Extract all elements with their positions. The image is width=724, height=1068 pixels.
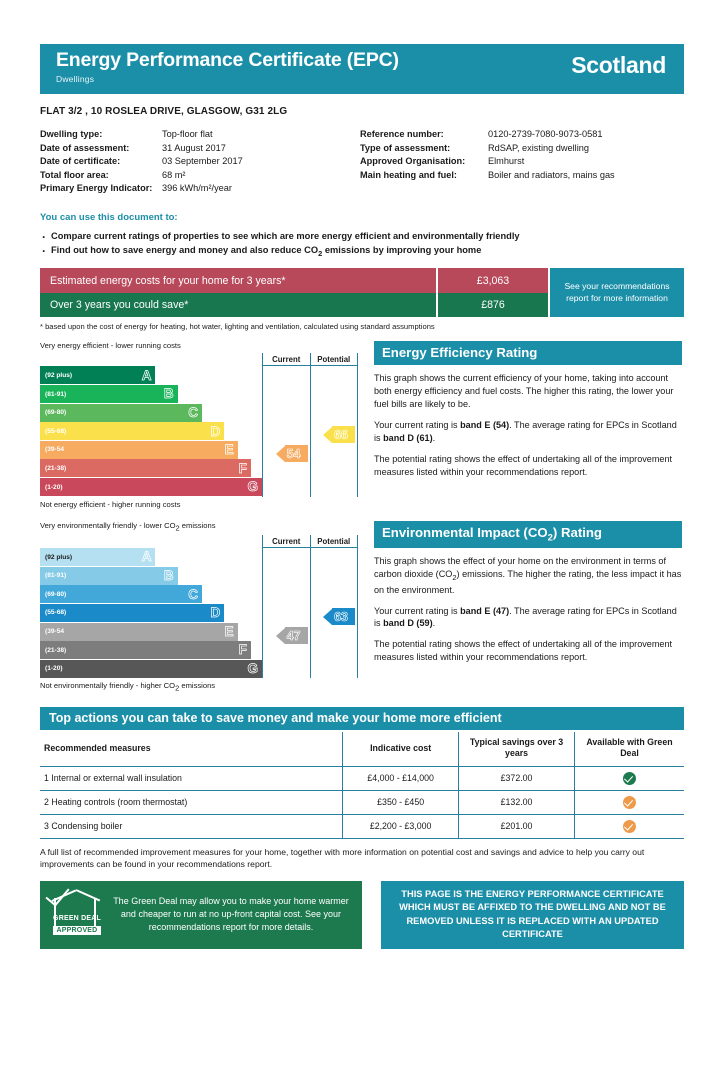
measure-green-deal — [575, 790, 685, 814]
current-band-text: band E (47) — [460, 605, 510, 616]
energy-band-f — [40, 459, 251, 477]
potential-column-body — [311, 548, 358, 674]
co2-band-d — [40, 604, 224, 622]
band-row-a — [40, 366, 262, 384]
energy-potential-value: 66 — [332, 426, 355, 443]
table-header-row — [40, 732, 684, 766]
band-letter: C — [188, 404, 199, 420]
band-row-g — [40, 478, 262, 496]
energy-panel-p1: This graph shows the current efficiency of your home, taking into account both energy efficiency and fuel costs. The higher this rating, the lower your fuel bills are likely to be. — [374, 373, 674, 410]
energy-band-d — [40, 422, 224, 440]
band-letter: E — [224, 442, 234, 458]
co2-subscript: 2 — [175, 523, 180, 533]
band-range: (81-91) — [45, 572, 67, 580]
band-letter: F — [238, 460, 247, 476]
band-letter: D — [210, 605, 221, 621]
band-row-f — [40, 641, 262, 659]
band-row-c — [40, 585, 262, 603]
detail-label: Dwelling type: — [40, 129, 103, 139]
table-row — [40, 814, 684, 838]
co2-impact-panel — [374, 521, 682, 693]
co2-band-f — [40, 641, 251, 659]
band-letter: A — [141, 549, 152, 565]
co2-band-e — [40, 623, 238, 641]
details-left-column — [40, 128, 360, 196]
savings-row — [40, 293, 548, 318]
text-c: . The average rating for EPCs in Scotland is — [374, 420, 677, 444]
energy-efficiency-block — [40, 341, 684, 508]
detail-value: 03 September 2017 — [162, 156, 243, 167]
caption-text-a: Very environmentally friendly - lower CO — [40, 520, 176, 530]
recommendations-note: See your recommendations report for more information — [548, 268, 684, 317]
average-band-text: band D (61) — [383, 433, 433, 444]
property-address: FLAT 3/2 , 10 ROSLEA DRIVE, GLASGOW, G31 2LG — [40, 106, 288, 117]
energy-panel-title: Energy Efficiency Rating — [374, 341, 682, 365]
detail-value: Boiler and radiators, mains gas — [488, 169, 615, 180]
co2-potential-column — [310, 535, 358, 678]
measure-savings: £372.00 — [459, 766, 575, 790]
marker-arrow-icon — [276, 446, 285, 462]
header-subtitle: Dwellings — [56, 74, 95, 85]
title-text-a: Environmental Impact (CO — [382, 524, 548, 540]
band-row-d — [40, 604, 262, 622]
energy-panel-p2 — [374, 419, 682, 445]
measure-name: 3 Condensing boiler — [40, 814, 343, 838]
epc-notice-box: THIS PAGE IS THE ENERGY PERFORMANCE CERTIFICATE WHICH MUST BE AFFIXED TO THE DWELLING AND NOT BE REMOVED UNLESS IT IS REPLACED WITH AN UPDATED CERTIFICATE — [381, 881, 684, 949]
energy-chart-caption-top: Very energy efficient - lower running costs — [40, 341, 181, 351]
band-range: (92 plus) — [45, 371, 73, 379]
energy-efficiency-panel — [374, 341, 682, 508]
header-region: Scotland — [571, 52, 666, 78]
band-letter: C — [188, 586, 199, 602]
bullet-text-a: Find out how to save energy and money and also reduce CO — [51, 244, 319, 255]
band-range: (1-20) — [45, 665, 63, 673]
details-right-values — [488, 128, 615, 196]
marker-arrow-icon — [323, 427, 332, 443]
green-deal-text: The Green Deal may allow you to make your home warmer and cheaper to run at no up-front capital cost. See your recommendations report for more details. — [113, 896, 349, 932]
band-letter: G — [247, 479, 258, 495]
estimated-cost-row — [40, 268, 548, 293]
detail-value: 31 August 2017 — [162, 142, 226, 153]
co2-potential-value: 63 — [332, 608, 355, 625]
caption-text-a: Not environmentally friendly - higher CO — [40, 681, 176, 691]
co2-current-column — [263, 535, 310, 678]
band-letter: E — [224, 623, 234, 639]
band-range: (21-38) — [45, 464, 67, 472]
current-column-header: Current — [263, 353, 310, 366]
column-header-savings: Typical savings over 3 years — [459, 732, 575, 766]
detail-value: Top-floor flat — [162, 129, 213, 139]
energy-rating-columns — [262, 353, 358, 496]
band-letter: G — [247, 660, 258, 676]
co2-rating-columns — [262, 535, 358, 678]
text-b: ) emissions. The higher the rating, the less impact it has on the environment. — [374, 569, 682, 595]
detail-value: Elmhurst — [488, 156, 525, 167]
co2-bars — [40, 535, 262, 678]
estimated-cost-value: £3,063 — [436, 268, 548, 293]
green-deal-logo-line1: GREEN DEAL — [53, 914, 101, 922]
band-range: (81-91) — [45, 390, 67, 398]
measure-green-deal — [575, 814, 685, 838]
energy-panel-body — [374, 372, 682, 478]
detail-label: Approved Organisation: — [360, 156, 466, 167]
co2-panel-body — [374, 555, 682, 664]
band-letter: B — [163, 386, 174, 402]
potential-column-header: Potential — [311, 353, 358, 366]
text-c: . The average rating for EPCs in Scotland is — [374, 605, 677, 629]
caption-text-b: emissions — [179, 520, 216, 530]
table-row — [40, 790, 684, 814]
measure-name: 1 Internal or external wall insulation — [40, 766, 343, 790]
table-row — [40, 766, 684, 790]
band-row-e — [40, 441, 262, 459]
energy-potential-marker — [323, 426, 355, 443]
text-e: . — [432, 433, 436, 444]
bullet-text-b: emissions by improving your home — [322, 244, 482, 255]
house-icon — [54, 898, 96, 929]
band-row-a — [40, 548, 262, 566]
energy-current-column — [263, 353, 310, 496]
band-range: (39-54 — [45, 446, 65, 454]
band-letter: B — [163, 567, 174, 583]
detail-value: 68 m² — [162, 169, 186, 180]
co2-graph — [40, 535, 358, 678]
detail-value: 0120-2739-7080-9073-0581 — [488, 129, 603, 139]
caption-text-b: emissions — [179, 681, 216, 691]
measure-name: 2 Heating controls (room thermostat) — [40, 790, 343, 814]
co2-chart — [40, 521, 358, 693]
details-right-column — [360, 128, 684, 196]
band-row-b — [40, 567, 262, 585]
band-range: (92 plus) — [45, 553, 73, 561]
costs-main — [40, 268, 548, 317]
current-column-body — [263, 366, 310, 492]
energy-potential-column — [310, 353, 358, 496]
text-e: . — [432, 618, 436, 629]
measure-cost: £350 - £450 — [343, 790, 459, 814]
column-header-cost: Indicative cost — [343, 732, 459, 766]
bullet-item: · Compare current ratings of properties to see which are more energy efficient and environmentally friendly — [40, 229, 684, 243]
energy-band-g — [40, 478, 262, 496]
band-row-d — [40, 422, 262, 440]
top-actions-title: Top actions you can take to save money and make your home more efficient — [40, 707, 684, 730]
check-icon — [623, 796, 636, 809]
energy-current-marker — [276, 445, 308, 462]
energy-costs-table — [40, 268, 684, 317]
detail-label: Main heating and fuel: — [360, 169, 457, 180]
co2-subscript: 2 — [452, 572, 457, 582]
band-row-f — [40, 459, 262, 477]
co2-current-value: 47 — [285, 627, 308, 644]
costs-footnote: * based upon the cost of energy for heating, hot water, lighting and ventilation, calculated using standard assumptions — [40, 322, 435, 332]
measure-green-deal — [575, 766, 685, 790]
detail-label: Type of assessment: — [360, 142, 451, 153]
property-details — [40, 128, 684, 196]
co2-subscript: 2 — [175, 683, 180, 693]
measure-cost: £4,000 - £14,000 — [343, 766, 459, 790]
green-deal-logo — [46, 885, 108, 945]
co2-subscript: 2 — [547, 532, 553, 544]
band-row-c — [40, 404, 262, 422]
detail-label: Primary Energy Indicator: — [40, 183, 153, 194]
details-right-labels — [360, 128, 488, 196]
band-range: (39-54 — [45, 628, 65, 636]
document-footer — [40, 881, 684, 949]
energy-efficiency-chart — [40, 341, 358, 508]
energy-band-e — [40, 441, 238, 459]
co2-potential-marker — [323, 608, 355, 625]
document-header — [40, 44, 684, 94]
energy-chart-caption-bottom: Not energy efficient - higher running costs — [40, 499, 181, 509]
measure-savings: £201.00 — [459, 814, 575, 838]
bullet-item — [40, 243, 684, 259]
co2-band-a — [40, 548, 155, 566]
energy-current-value: 54 — [285, 445, 308, 462]
title-text-b: ) Rating — [552, 524, 602, 540]
detail-label: Reference number: — [360, 129, 444, 139]
co2-panel-p3: The potential rating shows the effect of undertaking all of the improvement measures listed within your recommendations report. — [374, 639, 673, 663]
band-range: (55-68) — [45, 427, 67, 435]
detail-value: 396 kWh/m²/year — [162, 183, 232, 194]
check-icon — [623, 820, 636, 833]
full-list-note: A full list of recommended improvement measures for your home, together with more information on potential cost and savings and advice to help you carry out improvements can be found in your recommendations report. — [40, 846, 645, 870]
energy-band-c — [40, 404, 202, 422]
marker-arrow-icon — [323, 609, 332, 625]
band-row-g — [40, 660, 262, 678]
potential-column-body — [311, 366, 358, 492]
header-left — [56, 50, 399, 84]
band-letter: A — [141, 367, 152, 383]
energy-bars — [40, 353, 262, 496]
energy-panel-p3: The potential rating shows the effect of undertaking all of the improvement measures listed within your recommendations report. — [374, 454, 673, 477]
band-row-b — [40, 385, 262, 403]
co2-impact-block — [40, 521, 684, 693]
current-column-header: Current — [263, 535, 310, 548]
marker-arrow-icon — [276, 628, 285, 644]
band-range: (1-20) — [45, 483, 63, 491]
current-band-text: band E (54) — [460, 420, 510, 431]
potential-column-header: Potential — [311, 535, 358, 548]
band-letter: F — [238, 642, 247, 658]
savings-label: Over 3 years you could save* — [50, 299, 189, 312]
average-band-text: band D (59) — [383, 618, 433, 629]
detail-label: Total floor area: — [40, 169, 109, 180]
measure-cost: £2,200 - £3,000 — [343, 814, 459, 838]
current-column-body — [263, 548, 310, 674]
co2-panel-p2 — [374, 605, 682, 631]
estimated-cost-label: Estimated energy costs for your home for 3 years* — [50, 274, 286, 287]
band-letter: D — [210, 423, 221, 439]
green-deal-logo-line2: APPROVED — [53, 926, 101, 935]
band-range: (69-80) — [45, 409, 67, 417]
detail-label: Date of certificate: — [40, 156, 121, 167]
text-a: Your current rating is — [374, 420, 461, 431]
text-a: This graph shows the effect of your home on the environment in terms of carbon dioxide (CO — [374, 556, 666, 580]
energy-band-a — [40, 366, 155, 384]
detail-label: Date of assessment: — [40, 142, 130, 153]
band-range: (21-38) — [45, 646, 67, 654]
recommended-measures-table — [40, 732, 684, 839]
use-document-bullets — [40, 229, 684, 260]
co2-chart-caption-bottom — [40, 681, 358, 693]
details-left-labels — [40, 128, 162, 196]
co2-subscript: 2 — [318, 248, 323, 258]
co2-current-marker — [276, 627, 308, 644]
co2-band-c — [40, 585, 202, 603]
co2-panel-title — [374, 521, 682, 549]
details-left-values — [162, 128, 243, 196]
energy-graph — [40, 353, 358, 496]
column-header-green-deal: Available with Green Deal — [575, 732, 685, 766]
band-range: (55-68) — [45, 609, 67, 617]
co2-panel-p1 — [374, 555, 682, 596]
co2-band-b — [40, 567, 178, 585]
co2-band-g — [40, 660, 262, 678]
page-title: Energy Performance Certificate (EPC) — [56, 49, 399, 71]
text-a: Your current rating is — [374, 605, 461, 616]
co2-chart-caption-top — [40, 521, 358, 533]
measure-savings: £132.00 — [459, 790, 575, 814]
epc-document — [0, 44, 724, 1068]
green-deal-box — [40, 881, 362, 949]
detail-value: RdSAP, existing dwelling — [488, 142, 589, 153]
band-range: (69-80) — [45, 590, 67, 598]
band-row-e — [40, 623, 262, 641]
check-icon — [623, 772, 636, 785]
energy-band-b — [40, 385, 178, 403]
column-header-measures: Recommended measures — [40, 732, 343, 766]
savings-value: £876 — [436, 293, 548, 318]
use-document-title: You can use this document to: — [40, 211, 178, 223]
